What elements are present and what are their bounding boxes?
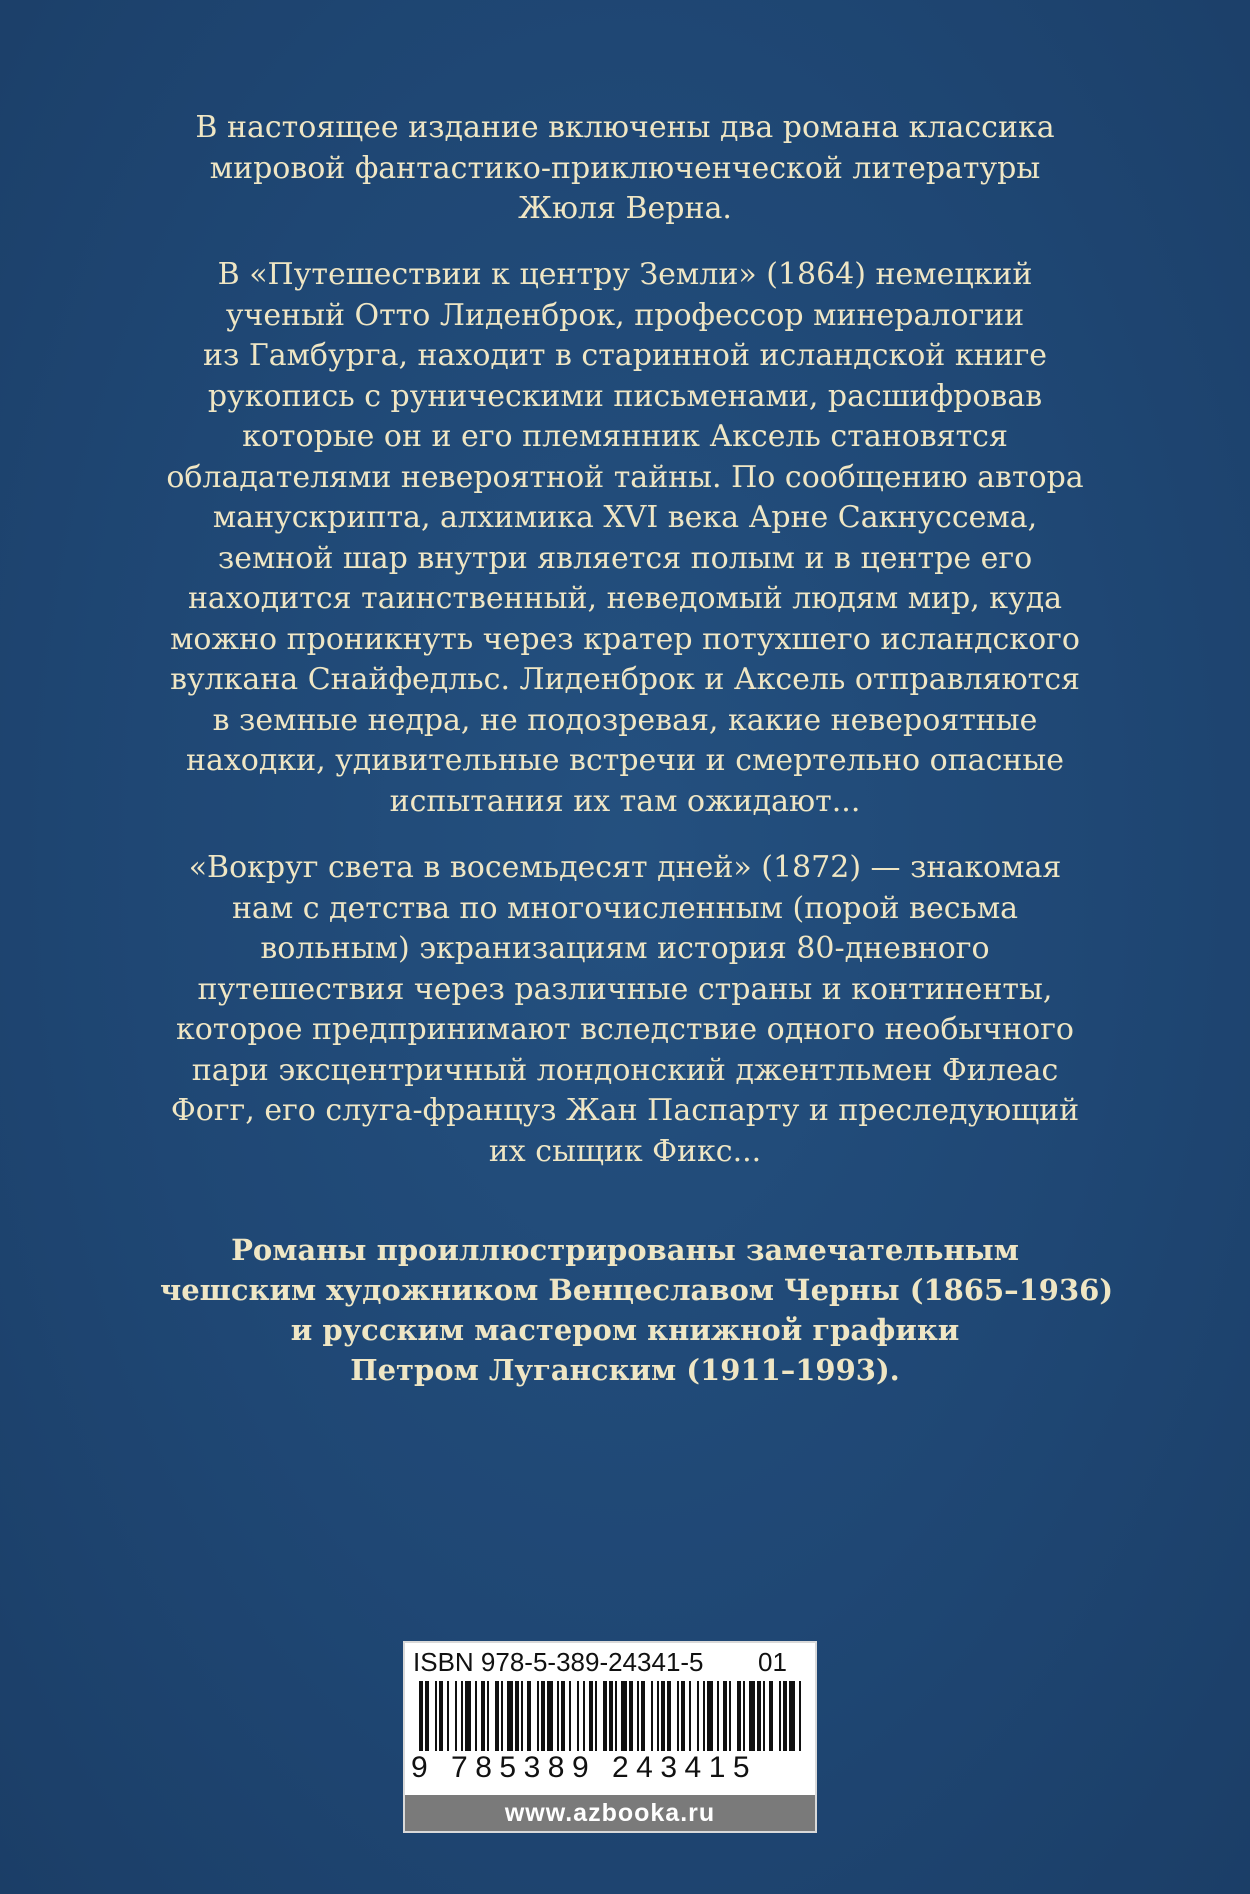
barcode-bar bbox=[589, 1681, 593, 1751]
barcode-bar bbox=[527, 1681, 531, 1751]
barcode-bar bbox=[425, 1681, 429, 1751]
barcode-bar bbox=[521, 1681, 523, 1751]
barcode-bar bbox=[729, 1681, 731, 1751]
publisher-url: www.azbooka.ru bbox=[405, 1795, 815, 1831]
barcode-bar bbox=[561, 1681, 565, 1751]
barcode-bar bbox=[681, 1681, 685, 1751]
barcode-bar bbox=[609, 1681, 613, 1751]
barcode-bar bbox=[583, 1681, 585, 1751]
text-line: чешским художником Венцеславом Черны (1865–1936) bbox=[160, 1273, 1114, 1307]
text-line: Жюля Верна. bbox=[518, 191, 732, 226]
text-line: их сыщик Фикс... bbox=[488, 1133, 762, 1169]
barcode-bar bbox=[641, 1681, 645, 1751]
text-line: ученый Отто Лиденброк, профессор минералогии bbox=[225, 297, 1025, 333]
text-line: Романы проиллюстрированы замечательным bbox=[231, 1233, 1019, 1267]
barcode-bar bbox=[769, 1681, 773, 1751]
barcode-bar bbox=[789, 1681, 795, 1751]
barcode-bar bbox=[723, 1681, 727, 1751]
barcode-bar bbox=[541, 1681, 545, 1751]
barcode-bar bbox=[763, 1681, 765, 1751]
journey-center-earth-paragraph bbox=[160, 255, 1090, 822]
barcode-bar bbox=[577, 1681, 579, 1751]
barcode-bar bbox=[689, 1681, 691, 1751]
text-line: «Вокруг света в восемьдесят дней» (1872) — знакомая bbox=[188, 850, 1062, 885]
text-line: обладателями невероятной тайны. По сообщению автора bbox=[166, 459, 1084, 495]
barcode-bar bbox=[749, 1681, 755, 1751]
text-line: находится таинственный, неведомый людям мир, куда bbox=[187, 581, 1063, 616]
text-line: можно проникнуть через кратер потухшего исландского bbox=[170, 621, 1080, 657]
barcode-bar bbox=[419, 1681, 423, 1751]
text-line: Петром Луганским (1911–1993). bbox=[350, 1353, 900, 1387]
barcode-bar bbox=[737, 1681, 741, 1751]
barcode-bar bbox=[651, 1681, 653, 1751]
barcode-bar bbox=[557, 1681, 559, 1751]
barcode-bar bbox=[603, 1681, 607, 1751]
barcode-bar bbox=[475, 1681, 477, 1751]
barcode-bar bbox=[783, 1681, 787, 1751]
barcode-bar bbox=[621, 1681, 627, 1751]
barcode-bar bbox=[487, 1681, 489, 1751]
barcode-bar bbox=[799, 1681, 801, 1751]
barcode-bar bbox=[465, 1681, 471, 1751]
barcode-bar bbox=[455, 1681, 457, 1751]
barcode-box bbox=[403, 1641, 817, 1833]
text-line: из Гамбурга, находит в старинной исландской книге bbox=[202, 338, 1048, 373]
text-line: которое предпринимают вследствие одного необычного bbox=[176, 1012, 1074, 1047]
text-line: пари эксцентричный лондонский джентльмен Филеас bbox=[191, 1052, 1059, 1088]
text-line: находки, удивительные встречи и смертельно опасные bbox=[186, 743, 1064, 778]
paragraph-text bbox=[160, 848, 1090, 1172]
barcode-bar bbox=[537, 1681, 539, 1751]
barcode-bar bbox=[495, 1681, 499, 1751]
barcode-bar bbox=[677, 1681, 679, 1751]
barcode-bar bbox=[743, 1681, 745, 1751]
isbn-text: ISBN 978-5-389-24341-5 bbox=[413, 1647, 704, 1677]
paragraph-text bbox=[160, 255, 1090, 822]
barcode-bar bbox=[447, 1681, 449, 1751]
barcode-bar bbox=[779, 1681, 781, 1751]
barcode-bar bbox=[661, 1681, 665, 1751]
paragraph-text bbox=[160, 1230, 1114, 1390]
ean-digits-text: 9 785389 243415 bbox=[411, 1751, 758, 1784]
text-line: манускрипта, алхимика XVI века Арне Сакнуссема, bbox=[212, 500, 1038, 535]
around-world-paragraph bbox=[160, 848, 1090, 1172]
text-line: В «Путешествии к центру Земли» (1864) немецкий bbox=[217, 257, 1033, 292]
text-line: которые он и его племянник Аксель становятся bbox=[242, 419, 1008, 454]
barcode-bar bbox=[515, 1681, 519, 1751]
text-line: и русским мастером книжной графики bbox=[290, 1313, 960, 1347]
barcode-bar bbox=[507, 1681, 513, 1751]
text-line: вольным) экранизациям история 80-дневного bbox=[260, 931, 990, 966]
text-line: испытания их там ожидают... bbox=[389, 783, 861, 819]
barcode-bar bbox=[717, 1681, 719, 1751]
text-line: В настоящее издание включены два романа классика bbox=[195, 110, 1055, 145]
text-line: путешествия через различные страны и континенты, bbox=[197, 971, 1053, 1007]
barcode-bar bbox=[637, 1681, 639, 1751]
illustrators-paragraph bbox=[160, 1230, 1114, 1390]
barcode-bar bbox=[657, 1681, 659, 1751]
barcode-bar bbox=[481, 1681, 485, 1751]
text-line: земной шар внутри является полым и в центре его bbox=[217, 540, 1033, 576]
barcode-bar bbox=[439, 1681, 443, 1751]
barcode-bar bbox=[435, 1681, 437, 1751]
barcode-bar bbox=[703, 1681, 705, 1751]
text-line: рукопись с руническими письменами, расшифровав bbox=[207, 378, 1043, 414]
text-line: Фогг, его слуга-француз Жан Паспарту и преследующий bbox=[170, 1093, 1080, 1128]
barcode-bar bbox=[757, 1681, 761, 1751]
text-line: мировой фантастико-приключенческой литературы bbox=[209, 150, 1041, 186]
text-line: в земные недра, не подозревая, какие невероятные bbox=[212, 702, 1038, 738]
barcode-bar bbox=[569, 1681, 571, 1751]
barcode-bar bbox=[697, 1681, 699, 1751]
barcode-addon-code: 01 bbox=[758, 1647, 787, 1677]
intro-paragraph bbox=[160, 108, 1090, 230]
barcode-bar bbox=[667, 1681, 671, 1751]
barcode-bar bbox=[595, 1681, 597, 1751]
barcode-bar bbox=[501, 1681, 503, 1751]
text-line: вулкана Снайфедльс. Лиденброк и Аксель отправляются bbox=[170, 662, 1080, 697]
paragraph-text bbox=[160, 108, 1090, 230]
barcode-bar bbox=[461, 1681, 463, 1751]
barcode-bar bbox=[629, 1681, 633, 1751]
barcode-bar bbox=[547, 1681, 553, 1751]
barcode-bar bbox=[615, 1681, 617, 1751]
text-line: нам с детства по многочисленным (порой весьма bbox=[231, 890, 1019, 926]
barcode-bar bbox=[707, 1681, 713, 1751]
